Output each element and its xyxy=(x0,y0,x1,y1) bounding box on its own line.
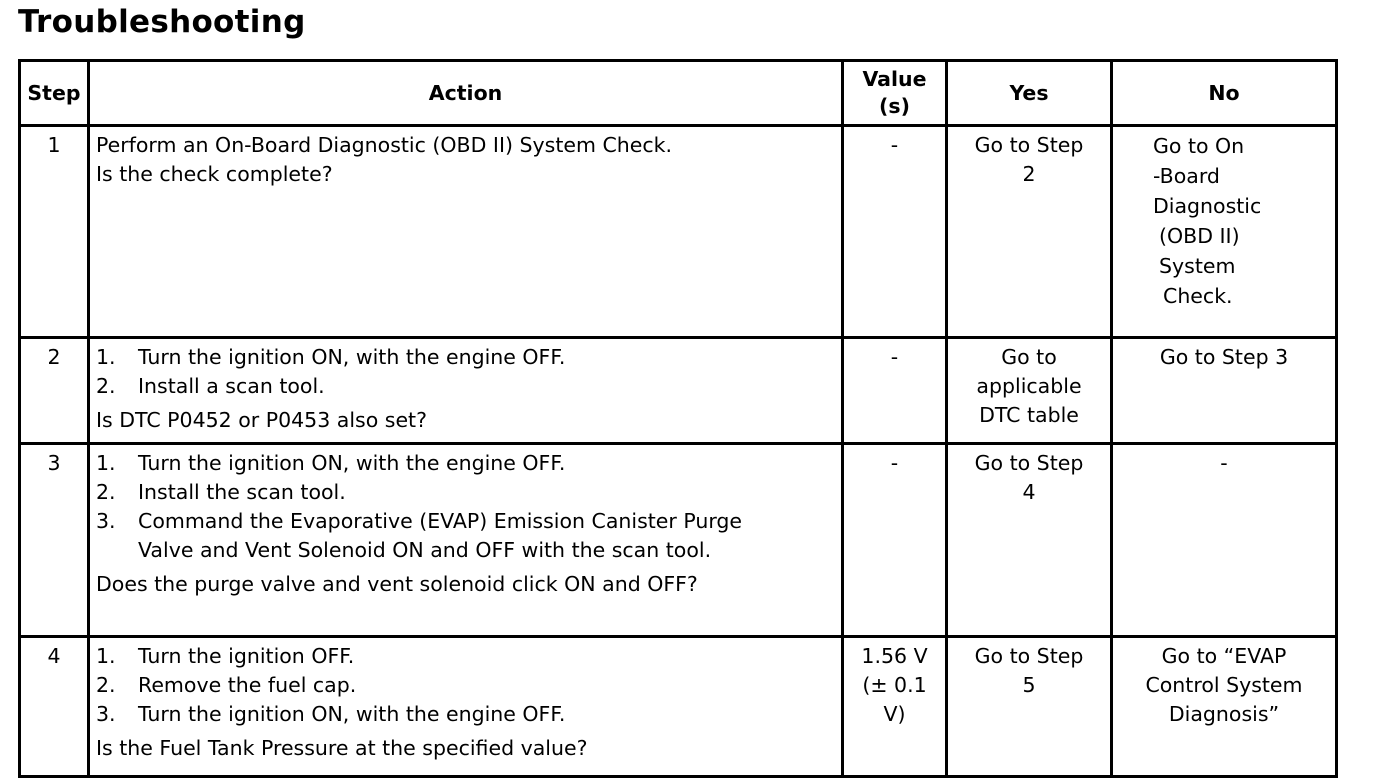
yes-line: Go to Step xyxy=(974,644,1084,668)
action-step-number: 1. xyxy=(96,644,116,668)
action-step xyxy=(96,478,835,507)
action-step-number: 3. xyxy=(96,509,116,533)
value-line: 1.56 V xyxy=(861,644,928,668)
yes-cell xyxy=(947,126,1112,338)
action-step-text: Turn the ignition ON, with the engine OFF. xyxy=(138,702,566,726)
action-question: Is the check complete? xyxy=(96,162,333,186)
header-yes: Yes xyxy=(947,61,1112,126)
no-line: -Board xyxy=(1153,164,1220,188)
action-step xyxy=(96,700,835,729)
action-step-text: Turn the ignition OFF. xyxy=(138,644,355,668)
no-line: Control System xyxy=(1145,673,1303,697)
value-cell: - xyxy=(843,444,947,637)
no-line: Go to “EVAP xyxy=(1161,644,1287,668)
action-cell xyxy=(89,444,843,637)
no-line: - xyxy=(1220,451,1228,475)
header-value xyxy=(843,61,947,126)
action-steps xyxy=(96,449,835,565)
action-step xyxy=(96,343,835,372)
value-line: (± 0.1 xyxy=(862,673,927,697)
action-step-text: Install a scan tool. xyxy=(138,374,325,398)
value-cell: - xyxy=(843,338,947,444)
action-step-number: 1. xyxy=(96,451,116,475)
action-question: Does the purge valve and vent solenoid click ON and OFF? xyxy=(96,572,698,596)
step-number: 2 xyxy=(20,338,89,444)
step-number: 4 xyxy=(20,637,89,777)
action-step-text: Turn the ignition ON, with the engine OFF. xyxy=(138,345,566,369)
step-number: 3 xyxy=(20,444,89,637)
value-cell xyxy=(843,637,947,777)
yes-line: applicable xyxy=(976,374,1082,398)
action-question: Is the Fuel Tank Pressure at the specified value? xyxy=(96,736,588,760)
yes-cell xyxy=(947,637,1112,777)
action-step-number: 2. xyxy=(96,673,116,697)
table-row xyxy=(20,126,1337,338)
no-line: Go to On xyxy=(1153,134,1245,158)
yes-line: Go to Step xyxy=(974,451,1084,475)
action-text: Perform an On-Board Diagnostic (OBD II) System Check. xyxy=(96,133,673,157)
header-row xyxy=(20,61,1337,126)
action-step-number: 1. xyxy=(96,345,116,369)
yes-line: DTC table xyxy=(979,403,1079,427)
action-step-number: 2. xyxy=(96,480,116,504)
no-line: Go to Step 3 xyxy=(1159,345,1289,369)
action-step-number: 2. xyxy=(96,374,116,398)
header-action: Action xyxy=(89,61,843,126)
action-step-text: Turn the ignition ON, with the engine OFF. xyxy=(138,451,566,475)
no-line: System xyxy=(1159,254,1236,278)
header-step: Step xyxy=(20,61,89,126)
action-step-number: 3. xyxy=(96,702,116,726)
yes-line: 5 xyxy=(1022,673,1036,697)
header-value-line1: Value xyxy=(862,67,927,91)
action-step-text: Install the scan tool. xyxy=(138,480,346,504)
yes-line: 4 xyxy=(1022,480,1036,504)
action-steps xyxy=(96,343,835,401)
table-row xyxy=(20,338,1337,444)
yes-line: Go to Step xyxy=(974,133,1084,157)
troubleshooting-table xyxy=(18,59,1338,778)
table-row xyxy=(20,637,1337,777)
action-step-text: Remove the fuel cap. xyxy=(138,673,357,697)
action-step xyxy=(96,642,835,671)
action-cell xyxy=(89,126,843,338)
yes-line: Go to xyxy=(1001,345,1057,369)
value-cell: - xyxy=(843,126,947,338)
action-cell xyxy=(89,338,843,444)
yes-cell xyxy=(947,338,1112,444)
action-step xyxy=(96,671,835,700)
action-steps xyxy=(96,642,835,729)
header-no: No xyxy=(1112,61,1337,126)
no-cell xyxy=(1112,637,1337,777)
page-title: Troubleshooting xyxy=(18,4,306,40)
no-cell xyxy=(1112,444,1337,637)
step-number: 1 xyxy=(20,126,89,338)
action-step xyxy=(96,507,835,565)
no-line: (OBD II) xyxy=(1159,224,1240,248)
action-step xyxy=(96,449,835,478)
header-value-line2: (s) xyxy=(879,94,910,118)
no-cell xyxy=(1112,126,1337,338)
no-line: Diagnostic xyxy=(1153,194,1262,218)
action-step xyxy=(96,372,835,401)
yes-cell xyxy=(947,444,1112,637)
action-step-text: Command the Evaporative (EVAP) Emission Canister Purge Valve and Vent Solenoid ON and OFF with the scan tool. xyxy=(138,509,743,562)
value-line: V) xyxy=(883,702,906,726)
action-question: Is DTC P0452 or P0453 also set? xyxy=(96,408,427,432)
no-line: Diagnosis” xyxy=(1168,702,1280,726)
yes-line: 2 xyxy=(1022,162,1036,186)
table-row xyxy=(20,444,1337,637)
no-line: Check. xyxy=(1163,284,1233,308)
no-cell xyxy=(1112,338,1337,444)
action-cell xyxy=(89,637,843,777)
